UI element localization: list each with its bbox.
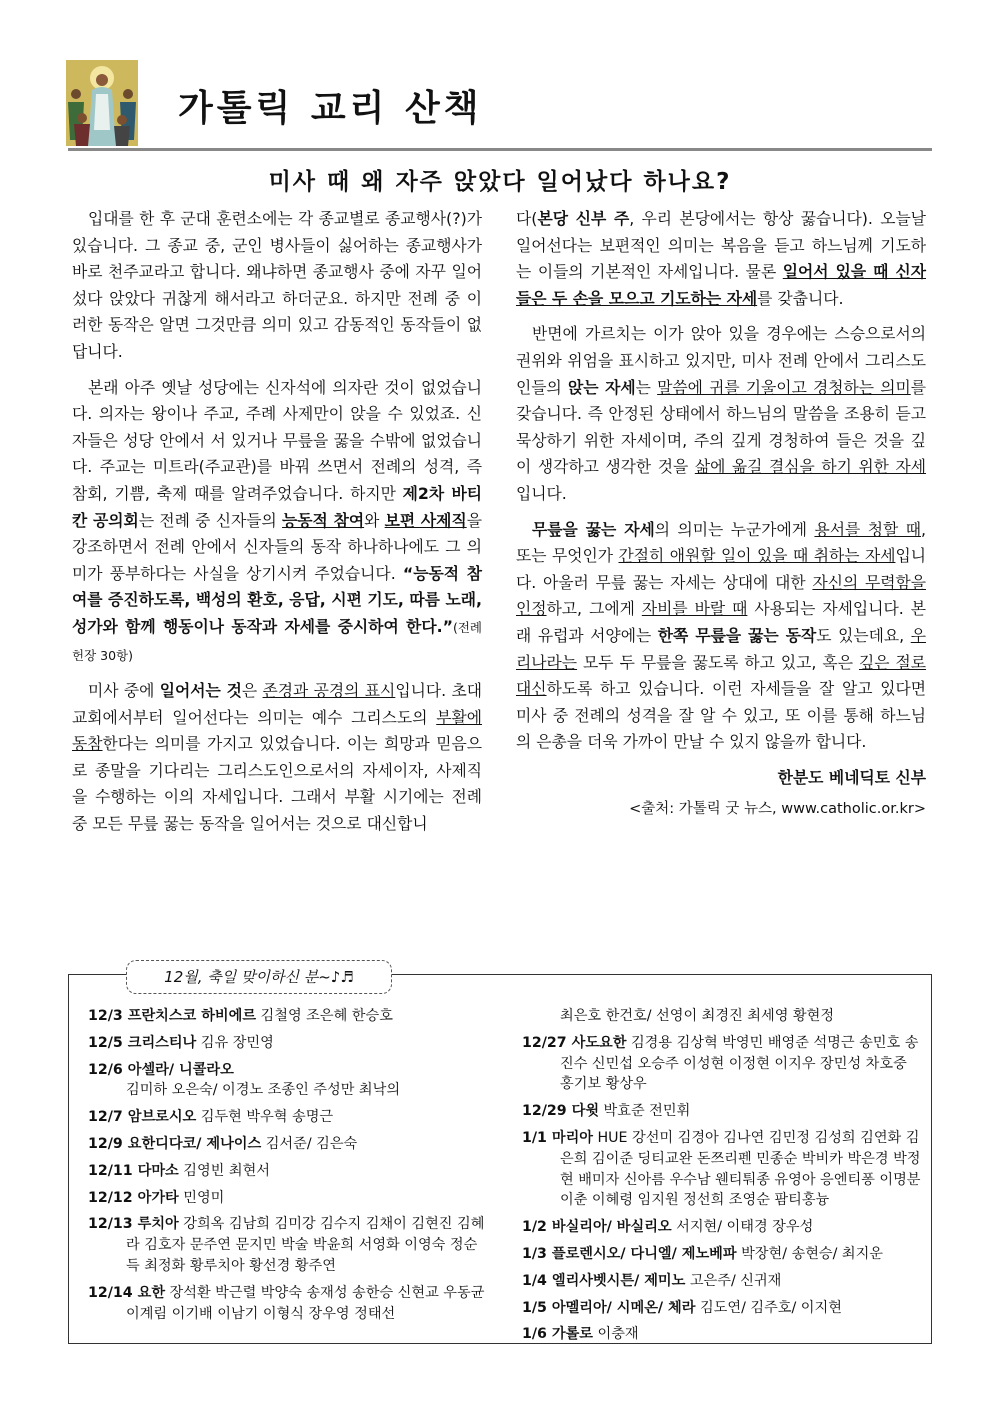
- article-paragraph: 다(본당 신부 주, 우리 본당에서는 항상 꿇습니다). 오늘날 일어선다는 보편적인 의미는 복음을 듣고 하느님께 기도하는 이들의 기본적인 자세입니다. 물론 일어서 있을 때 신자들은 두 손을 모으고 기도하는 자세를 갖춥니다.: [516, 209, 927, 308]
- list-item: 1/6 가롤로 이충재: [522, 1326, 639, 1343]
- list-item: 12/9 요한디다코/ 제나이스 김서준/ 김은숙: [88, 1135, 358, 1152]
- list-item: 12/29 다윗 박효준 전민휘: [522, 1103, 691, 1120]
- page-title: 가톨릭 교리 산책: [178, 88, 483, 129]
- source-citation: <출처: 가톨릭 굿 뉴스, www.catholic.or.kr>: [629, 801, 926, 818]
- list-item: 12/3 프란치스코 하비에르 김철영 조은혜 한승호: [88, 1008, 393, 1024]
- article-paragraph: 본래 아주 옛날 성당에는 신자석에 의자란 것이 없었습니다. 의자는 왕이나 주교, 주례 사제만이 앉을 수 있었죠. 신자들은 성당 안에서 서 있거나 무릎을 꿇을 수밖에 없었습니다. 주교는 미트라(주교관)를 바꿔 쓰면서 전례의 성격, 즉 참회, 기쁨, 축제 때를 알려주었습니다. 하지만 제2차 바티칸 공의회는 전례 중 신자들의 능동적 참여와 보편 사제직을 강조하면서 전례 안에서 신자들의 동작 하나하나에도 그 의미가 풍부하다는 사실을 상기시켜 주었습니다. “능동적 참여를 증진하도록, 백성의 환호, 응답, 시편 기도, 따름 노래, 성가와 함께 행동이나 동작과 자세를 중시하여 한다.”(전례헌장 30항): [72, 377, 483, 663]
- list-item: 12/6 아셀라/ 니콜라오 김미하 오은숙/ 이경노 조종인 주성만 최낙의: [88, 1061, 401, 1099]
- list-item: 1/2 바실리아/ 바실리오 서지현/ 이태경 장우성: [522, 1219, 814, 1236]
- birthday-list-right: [522, 1006, 922, 1351]
- author-name: 한분도 베네딕토 신부: [777, 767, 926, 787]
- birthday-box-label: 12월, 축일 맞이하신 분~♪♬: [126, 960, 392, 994]
- list-item: 최은호 한건호/ 선영이 최경진 최세영 황현정: [560, 1008, 835, 1024]
- list-item: 1/5 아멜리아/ 시메온/ 체라 김도연/ 김주호/ 이지현: [522, 1299, 842, 1316]
- logo-image: [66, 60, 138, 146]
- jesus-disciples-illustration: [66, 60, 138, 146]
- list-item: 12/7 암브로시오 김두현 박우혁 송명근: [88, 1109, 334, 1126]
- article-paragraph: 반면에 가르치는 이가 앉아 있을 경우에는 스승으로서의 권위와 위엄을 표시하고 있지만, 미사 전례 안에서 그리스도인들의 앉는 자세는 말씀에 귀를 기울이고 경청하는 의미를 갖습니다. 즉 안정된 상태에서 하느님의 말씀을 조용히 듣고 묵상하기 위한 자세이며, 주의 깊게 경청하여 들은 것을 깊이 생각하고 생각한 것을 삶에 옮길 결심을 하기 위한 자세입니다.: [516, 324, 927, 503]
- list-item: 12/13 루치아 강희옥 김남희 김미강 김수지 김채이 김현진 김혜라 김호자 문주연 문지민 박술 박윤희 서영화 이영숙 정순득 최정화 황루치아 황선경 황주연: [88, 1216, 485, 1274]
- article-title: 미사 때 왜 자주 앉았다 일어났다 하나요?: [268, 169, 732, 195]
- list-item: 1/3 플로렌시오/ 다니엘/ 제노베파 박장현/ 송현승/ 최지운: [522, 1245, 884, 1262]
- list-item: 12/12 아가타 민영미: [88, 1189, 225, 1206]
- article-column-right: [516, 206, 926, 832]
- list-item: 1/4 엘리사벳시튼/ 제미노 고은주/ 신귀재: [522, 1272, 782, 1289]
- article-paragraph: 미사 중에 일어서는 것은 존경과 공경의 표시입니다. 초대 교회에서부터 일어선다는 의미는 예수 그리스도의 부활에 동참한다는 의미를 가지고 있었습니다. 이는 희망과 믿음으로 종말을 기다리는 그리스도인으로서의 자세이자, 사제직을 수행하는 이의 자세입니다. 그래서 부활 시기에는 전례 중 모든 무릎 꿇는 동작을 일어서는 것으로 대신합니: [72, 681, 483, 834]
- article-paragraph: 입대를 한 후 군대 훈련소에는 각 종교별로 종교행사(?)가 있습니다. 그 종교 중, 군인 병사들이 싫어하는 종교행사가 바로 천주교라고 합니다. 왜냐하면 종교행사 중에 자꾸 일어섰다 앉았다 귀찮게 해서라고 하더군요. 하지만 전례 중 이러한 동작은 알면 그것만큼 의미 있고 감동적인 동작들이 없답니다.: [72, 209, 482, 361]
- birthday-list-left: [88, 1006, 488, 1330]
- list-item: 12/27 사도요한 김경용 김상혁 박영민 배영준 석명근 송민호 송진수 신민섭 오승주 이성현 이정현 이지우 장민성 차호중 홍기보 황상우: [522, 1034, 919, 1093]
- list-item: 12/11 다마소 김영빈 최현서: [88, 1162, 270, 1179]
- article-column-left: [72, 206, 482, 847]
- list-item: 1/1 마리아 HUE 강선미 김경아 김나연 김민정 김성희 김연화 김은희 김이준 딩티교완 돈쯔리펜 민종순 박비카 박은경 박정현 배미자 신아름 우수남 웬티퉈종 유영아 응엔티퐁 이명분 이춘 이혜령 임지원 정선희 조영순 팜티홍늉: [522, 1129, 921, 1209]
- list-item: 12/5 크리스티나 김유 장민영: [88, 1034, 274, 1051]
- list-item: 12/14 요한 장석환 박근렬 박양숙 송재성 송한승 신현교 우동균 이계림 이기배 이남기 이형식 장우영 정태선: [88, 1284, 485, 1322]
- article-paragraph: 무릎을 꿇는 자세의 의미는 누군가에게 용서를 청할 때, 또는 무엇인가 간절히 애원할 일이 있을 때 취하는 자세입니다. 아울러 무릎 꿇는 자세는 상대에 대한 자신의 무력함을 인정하고, 그에게 자비를 바랄 때 사용되는 자세입니다. 본래 유럽과 서양에는 한쪽 무릎을 꿇는 동작도 있는데요, 우리나라는 모두 두 무릎을 꿇도록 하고 있고, 혹은 깊은 절로 대신하도록 하고 있습니다. 이런 자세들을 잘 알고 있다면 미사 중 전례의 성격을 잘 알 수 있고, 또 이를 통해 하느님의 은총을 더욱 가까이 만날 수 있지 않을까 합니다.: [516, 519, 927, 752]
- title-divider: [68, 148, 932, 151]
